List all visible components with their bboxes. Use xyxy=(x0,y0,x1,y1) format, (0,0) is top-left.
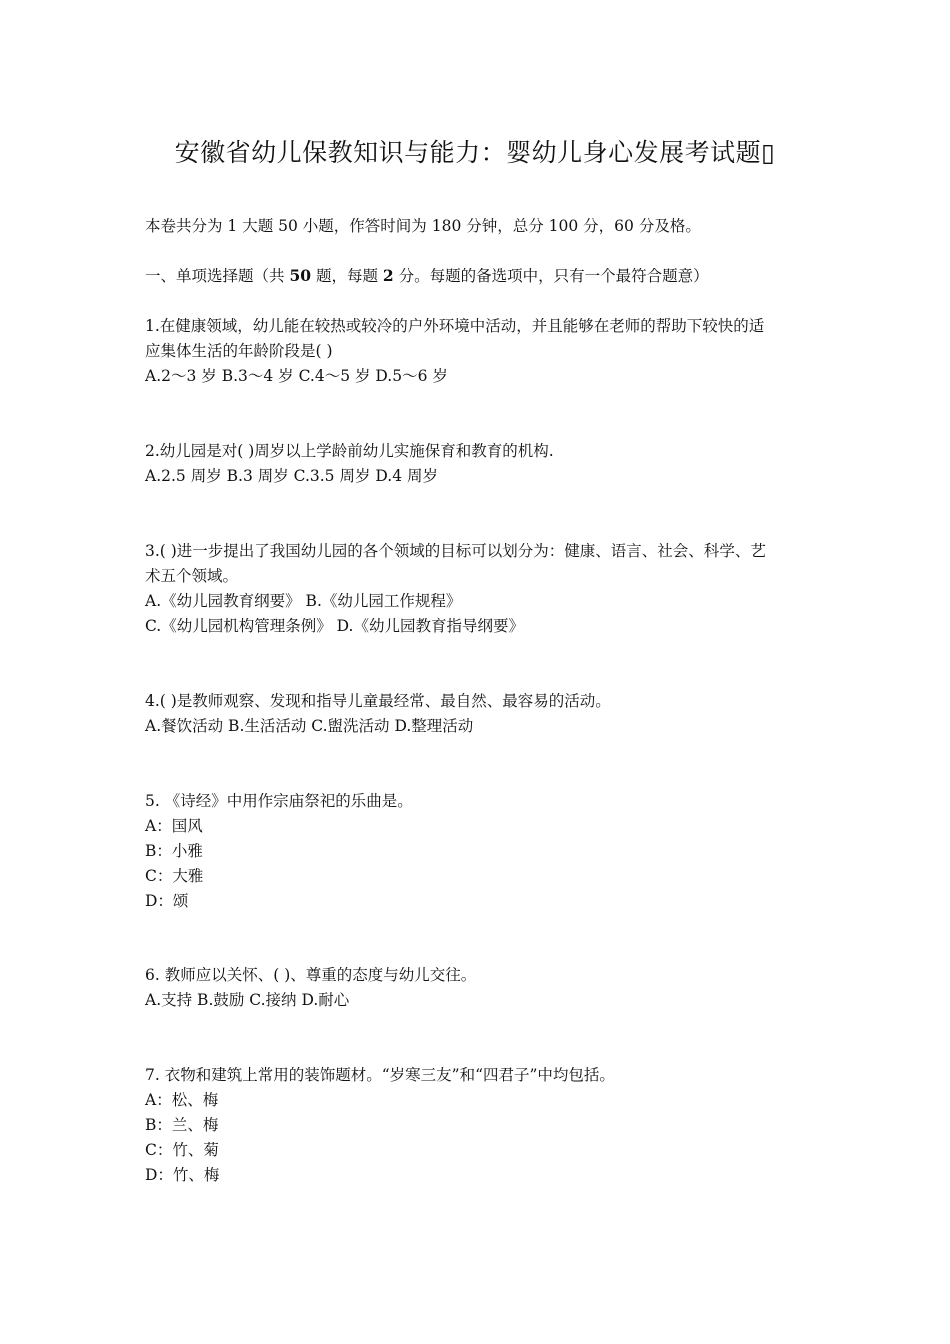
question-1-stem-line-2: 应集体生活的年龄阶段是( ) xyxy=(145,342,333,360)
question-7-option-c: C：竹、菊 xyxy=(145,1141,219,1159)
exam-intro: 本卷共分为 1 大题 50 小题，作答时间为 180 分钟，总分 100 分，60 分及格。 xyxy=(145,217,701,235)
title-text: 安徽省幼儿保教知识与能力：婴幼儿身心发展考试题 xyxy=(174,138,762,167)
question-5-option-a: A：国风 xyxy=(145,817,203,835)
question-1-stem-line-1: 1.在健康领域，幼儿能在较热或较冷的户外环境中活动，并且能够在老师的帮助下较快的适 xyxy=(145,317,765,335)
question-2-options: A.2.5 周岁 B.3 周岁 C.3.5 周岁 D.4 周岁 xyxy=(145,467,438,485)
document-title xyxy=(0,136,950,170)
question-5-stem: 5. 《诗经》中用作宗庙祭祀的乐曲是。 xyxy=(145,792,413,810)
missing-glyph-box: ▯ xyxy=(761,138,776,167)
question-3-stem-line-2: 术五个领域。 xyxy=(145,567,239,585)
question-6-options: A.支持 B.鼓励 C.接纳 D.耐心 xyxy=(145,991,350,1009)
question-5-option-c: C：大雅 xyxy=(145,867,204,885)
question-count: 50 xyxy=(289,266,312,285)
question-5-option-b: B：小雅 xyxy=(145,842,203,860)
question-7-option-a: A：松、梅 xyxy=(145,1091,219,1109)
question-7-option-d: D：竹、梅 xyxy=(145,1166,220,1184)
question-7-stem: 7. 衣物和建筑上常用的装饰题材。“岁寒三友”和“四君子”中均包括。 xyxy=(145,1066,615,1084)
question-7-option-b: B：兰、梅 xyxy=(145,1116,219,1134)
question-4-stem: 4.( )是教师观察、发现和指导儿童最经常、最自然、最容易的活动。 xyxy=(145,692,611,710)
question-1-options: A.2～3 岁 B.3～4 岁 C.4～5 岁 D.5～6 岁 xyxy=(145,367,448,385)
question-6-stem: 6. 教师应以关怀、( )、尊重的态度与幼儿交往。 xyxy=(145,966,477,984)
question-3-options-row-2: C.《幼儿园机构管理条例》 D.《幼儿园教育指导纲要》 xyxy=(145,617,524,635)
question-2-stem: 2.幼儿园是对( )周岁以上学龄前幼儿实施保育和教育的机构. xyxy=(145,442,554,460)
question-3-stem-line-1: 3.( )进一步提出了我国幼儿园的各个领域的目标可以划分为：健康、语言、社会、科学、艺 xyxy=(145,542,766,560)
points-per-question: 2 xyxy=(382,266,394,285)
question-3-options-row-1: A.《幼儿园教育纲要》 B.《幼儿园工作规程》 xyxy=(145,592,462,610)
section-heading: 一、单项选择题（共 50 题，每题 2 分。每题的备选项中，只有一个最符合题意） xyxy=(145,266,709,285)
question-5-option-d: D：颂 xyxy=(145,892,189,910)
question-4-options: A.餐饮活动 B.生活活动 C.盥洗活动 D.整理活动 xyxy=(145,717,474,735)
